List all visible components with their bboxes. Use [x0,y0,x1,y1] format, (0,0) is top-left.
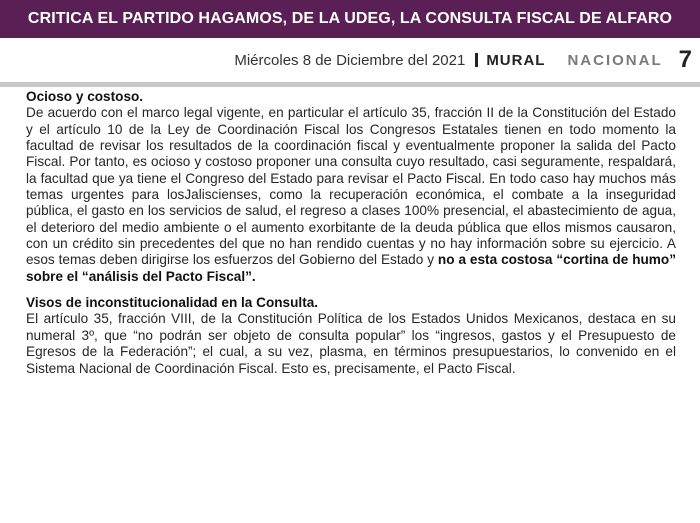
header-divider [0,82,700,87]
section-gap [26,285,676,295]
section-heading-ocioso: Ocioso y costoso. [26,89,144,104]
headline: CRITICA EL PARTIDO HAGAMOS, DE LA UDEG, LA CONSULTA FISCAL DE ALFARO [27,10,673,27]
article-body [26,89,676,377]
publication-name: MURAL [486,51,546,69]
section-name: NACIONAL [567,51,663,69]
issue-date: Miércoles 8 de Diciembre del 2021 [234,51,466,69]
section-paragraph-ocioso [26,105,676,285]
page-number: 7 [678,46,692,73]
section-paragraph-visos: El artículo 35, fracción VIII, de la Constitución Política de los Estados Unidos Mexicanos, destaca en su numeral 3º, que “no podrán ser objeto de consulta popular” los “ingresos, gastos y el Presupuesto de Egresos de la Federación”; el cual, a su vez, plasma, en términos presupuestarios, lo convenido en el Sistema Nacional de Coordinación Fiscal. Esto es, precisamente, el Pacto Fiscal. [26,311,676,376]
paragraph-text: De acuerdo con el marco legal vigente, en particular el artículo 35, fracción II de la Constitución del Estado y el artículo 10 de la Ley de Coordinación Fiscal los Congresos Estatales tienen en todo momento la facultad de revisar los resultados de la coordinación fiscal y eventualmente proponer la salida del Pacto Fiscal. Por tanto, es ocioso y costoso proponer una consulta cuyo resultado, casi seguramente, respaldará, la facultad que ya tiene el Congreso del Estado para revisar el Pacto Fiscal. En todo caso hay muchos más temas urgentes para losJaliscienses, como la recuperación económica, el combate a la inseguridad pública, el gasto en los servicios de salud, el regreso a clases 100% presencial, el abastecimiento de agua, el deterioro del medio ambiente o el aumento exorbitante de la deuda pública que ellos mismos causaron, con un crédito sin precedentes del que no han rendido cuentas y no hay información sobre su ejercicio. A esos temas deben dirigirse los esfuerzos del Gobierno del Estado y [26,105,676,268]
emphasis-text: no a esta costosa “cortina de humo” sobre el “análisis del Pacto Fiscal”. [26,252,676,284]
headline-banner [0,0,700,38]
masthead-separator [475,53,478,67]
section-heading-visos: Visos de inconstitucionalidad en la Consulta. [26,295,319,311]
masthead [0,38,700,82]
